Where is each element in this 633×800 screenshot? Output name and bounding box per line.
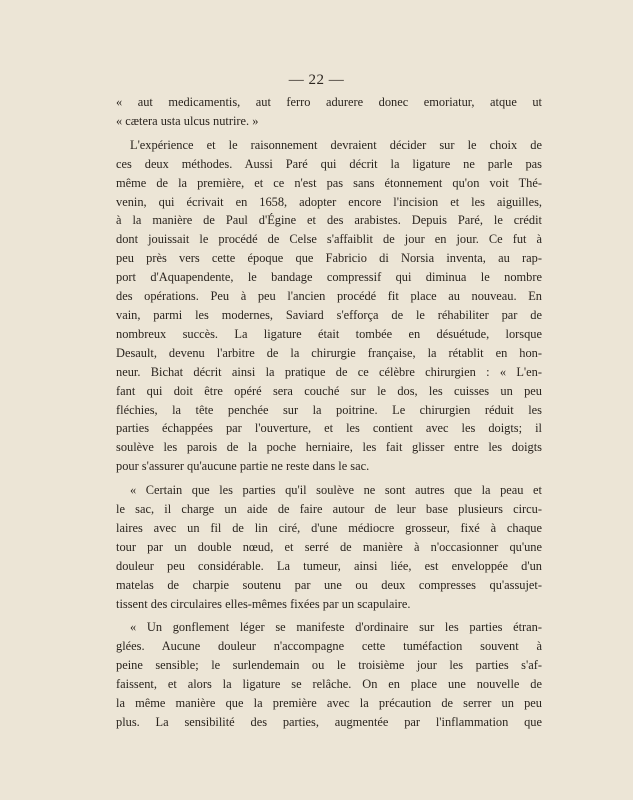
text-line: « Certain que les parties qu'il soulève ne sont autres que la peau et	[130, 483, 542, 498]
text-line: laires avec un fil de lin ciré, d'une médiocre grosseur, fixé à chaque	[116, 520, 542, 535]
text-line: « Un gonflement léger se manifeste d'ordinaire sur les parties étran-	[130, 620, 542, 635]
paragraph	[116, 618, 542, 731]
text-line: faissent, et alors la ligature se relâche. On en place une nouvelle de	[116, 677, 542, 692]
text-line: tour par un double nœud, et serré de manière à n'occasionner qu'une	[116, 539, 542, 554]
text-line: venin, qui écrivait en 1658, adopter encore l'incision et les aiguilles,	[116, 194, 542, 209]
text-line: Desault, devenu l'arbitre de la chirurgie française, la rétablit en hon-	[116, 345, 542, 360]
text-line: soulève les parois de la poche herniaire, les fait glisser entre les doigts	[116, 440, 542, 455]
text-line: douleur peu considérable. La tumeur, ainsi liée, est enveloppée d'un	[116, 558, 542, 573]
text-line: peine sensible; le surlendemain ou le troisième jour les parties s'af-	[116, 658, 542, 673]
text-line: le sac, il charge un aide de faire autour de leur base plusieurs circu-	[116, 502, 542, 517]
text-line: matelas de charpie soutenu par une ou deux compresses qu'assujet-	[116, 577, 542, 592]
page-number: — 22 —	[288, 72, 345, 88]
text-line: fant qui doit être opéré sera couché sur le dos, les cuisses un peu	[116, 383, 542, 398]
text-line: dont jouissait le procédé de Celse s'affaiblit de jour en jour. Ce fut à	[116, 232, 542, 247]
text-line: « cætera usta ulcus nutrire. »	[116, 113, 259, 128]
text-line: plus. La sensibilité des parties, augmentée par l'inflammation que	[116, 715, 542, 729]
text-line: la même manière que la première avec la précaution de serrer un peu	[116, 696, 542, 711]
text-line: neur. Bichat décrit ainsi la pratique de ce célèbre chirurgien : « L'en-	[116, 364, 542, 379]
text-line: vain, parmi les modernes, Saviard s'efforça de le réhabiliter par de	[116, 307, 542, 322]
text-line: nombreux succès. La ligature était tombée en désuétude, lorsque	[116, 326, 542, 341]
text-line: tissent des circulaires elles-mêmes fixées par un scapulaire.	[116, 596, 411, 611]
text-line: L'expérience et le raisonnement devraient décider sur le choix de	[130, 137, 542, 152]
paragraph	[116, 93, 542, 131]
body-text	[116, 93, 542, 732]
text-line: même de la première, et ce n'est pas sans étonnement qu'on voit Thé-	[116, 175, 542, 190]
text-line: pour s'assurer qu'aucune partie ne reste dans le sac.	[116, 459, 370, 474]
text-line: à la manière de Paul d'Égine et des arabistes. Depuis Paré, le crédit	[116, 213, 542, 228]
text-line: ces deux méthodes. Aussi Paré qui décrit la ligature ne parle pas	[116, 156, 542, 171]
text-line: glées. Aucune douleur n'accompagne cette tuméfaction souvent à	[116, 639, 542, 654]
text-line: parties échappées par l'ouverture, et les contient avec les doigts; il	[116, 421, 542, 436]
text-line: « aut medicamentis, aut ferro adurere donec emoriatur, atque ut	[116, 95, 542, 109]
text-line: port d'Aquapendente, le bandage compressif qui diminua le nombre	[116, 270, 542, 285]
text-line: fléchies, la tête penchée sur la poitrine. Le chirurgien réduit les	[116, 402, 542, 417]
text-line: peu près vers cette époque que Fabricio di Norsia inventa, au rap-	[116, 251, 542, 266]
text-line: des opérations. Peu à peu l'ancien procédé fit place au nouveau. En	[116, 289, 542, 304]
paragraph	[116, 481, 542, 613]
paragraph	[116, 136, 542, 476]
